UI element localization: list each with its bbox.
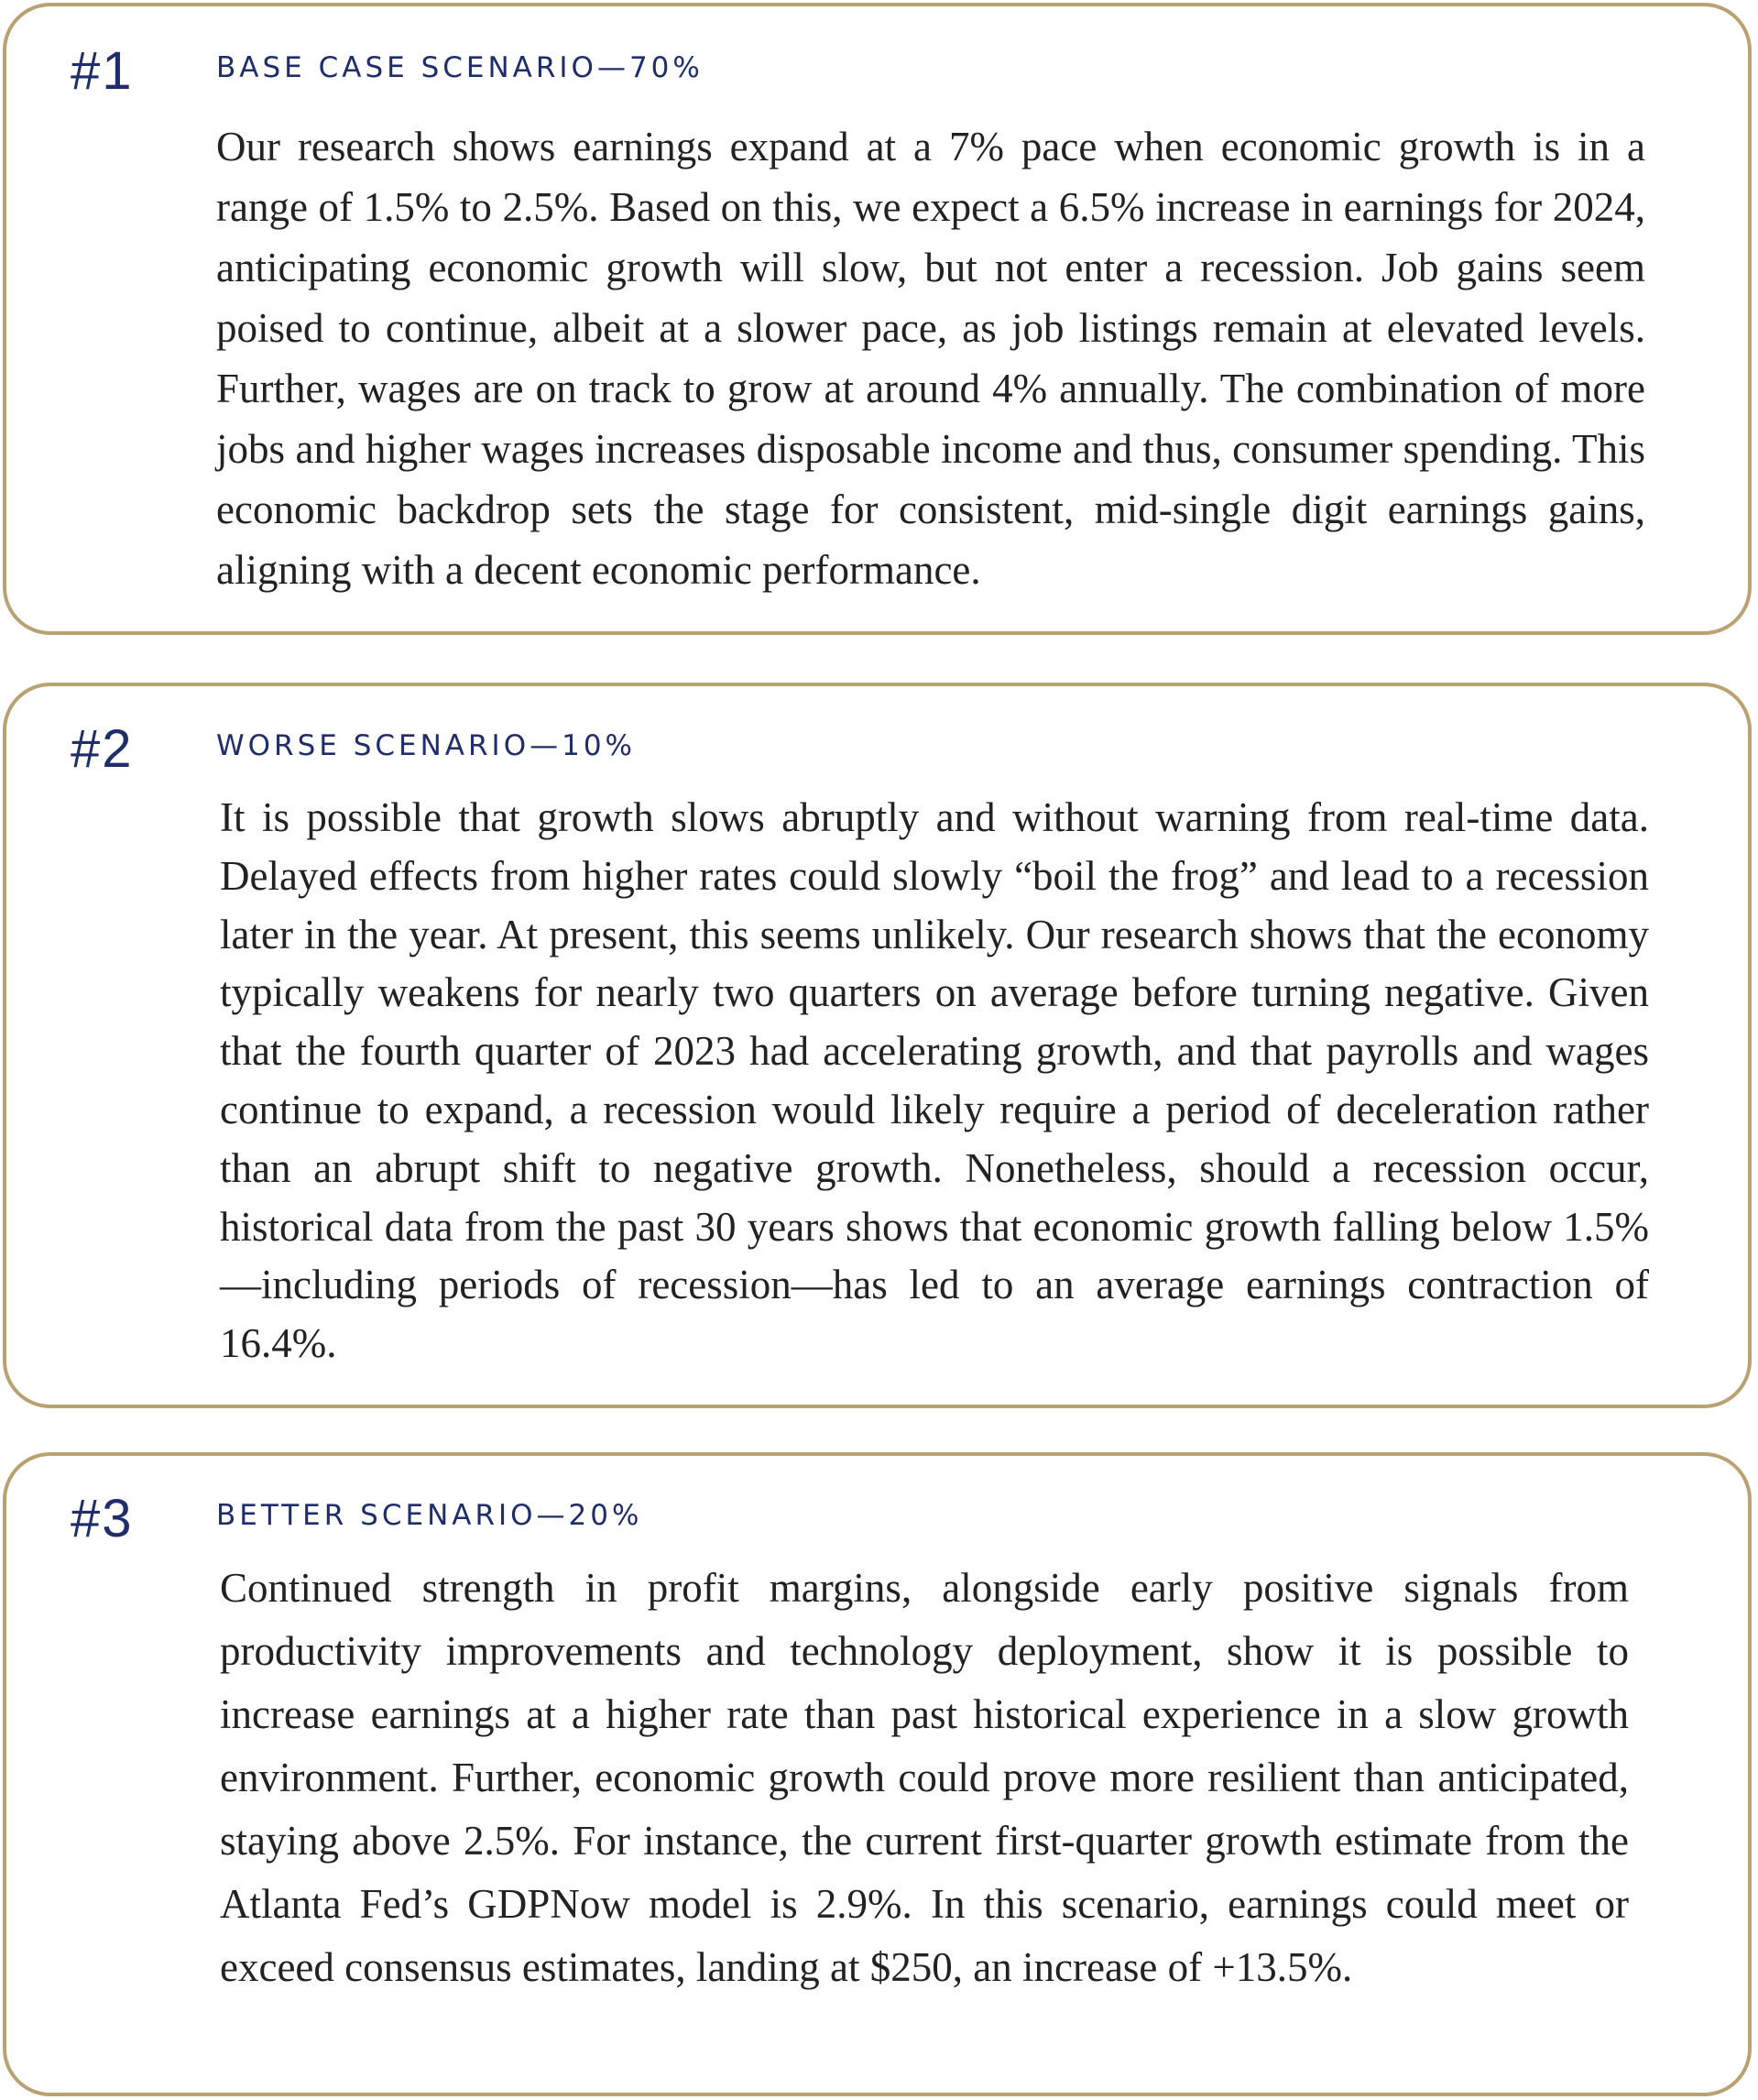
scenario-description: It is possible that growth slows abruptly and without warning from real-time data. Delayed effects from higher rates could slowly “boil the frog” and lead to a recession later in the year. At present, this seems unlikely. Our research shows that the economy typically weakens for nearly two quarters on average before turning negative. Given that the fourth quarter of 2023 had accelerating growth, and that payrolls and wages continue to expand, a recession would likely require a period of deceleration rather than an abrupt shift to negative growth. Nonetheless, should a recession occur, historical data from the past 30 years shows that economic growth falling below 1.5%—including periods of recession—has led to an average earnings contraction of 16.4%. bbox=[220, 794, 1649, 1367]
scenario-number: #1 bbox=[71, 41, 134, 101]
scenario-description: Our research shows earnings expand at a 7% pace when economic growth is in a range of 1.5% to 2.5%. Based on this, we expect a 6.5% increase in earnings for 2024, anticipating economic growth will slow, but not enter a recession. Job gains seem poised to continue, albeit at a slower pace, as job listings remain at elevated levels. Further, wages are on track to grow at around 4% annually. The combination of more jobs and higher wages increases disposable income and thus, consumer spending. This economic backdrop sets the stage for consistent, mid-single digit earnings gains, aligning with a decent economic performance. bbox=[216, 124, 1645, 593]
scenario-card-better bbox=[3, 1452, 1752, 2096]
scenario-card-base-case bbox=[3, 3, 1752, 635]
scenario-number: #3 bbox=[71, 1489, 134, 1548]
scenario-title: BASE CASE SCENARIO—70% bbox=[216, 51, 704, 84]
scenario-card-worse bbox=[3, 683, 1752, 1408]
scenario-title: WORSE SCENARIO—10% bbox=[216, 729, 637, 762]
scenario-number: #2 bbox=[71, 719, 134, 779]
scenario-title: BETTER SCENARIO—20% bbox=[216, 1499, 643, 1532]
scenario-description: Continued strength in profit margins, alongside early positive signals from productivity improvements and technology deployment, show it is possible to increase earnings at a higher rate than past historical experience in a slow growth environment. Further, economic growth could prove more resilient than anticipated, staying above 2.5%. For instance, the current first-quarter growth estimate from the Atlanta Fed’s GDPNow model is 2.9%. In this scenario, earnings could meet or exceed consensus estimates, landing at $250, an increase of +13.5%. bbox=[220, 1565, 1629, 1990]
